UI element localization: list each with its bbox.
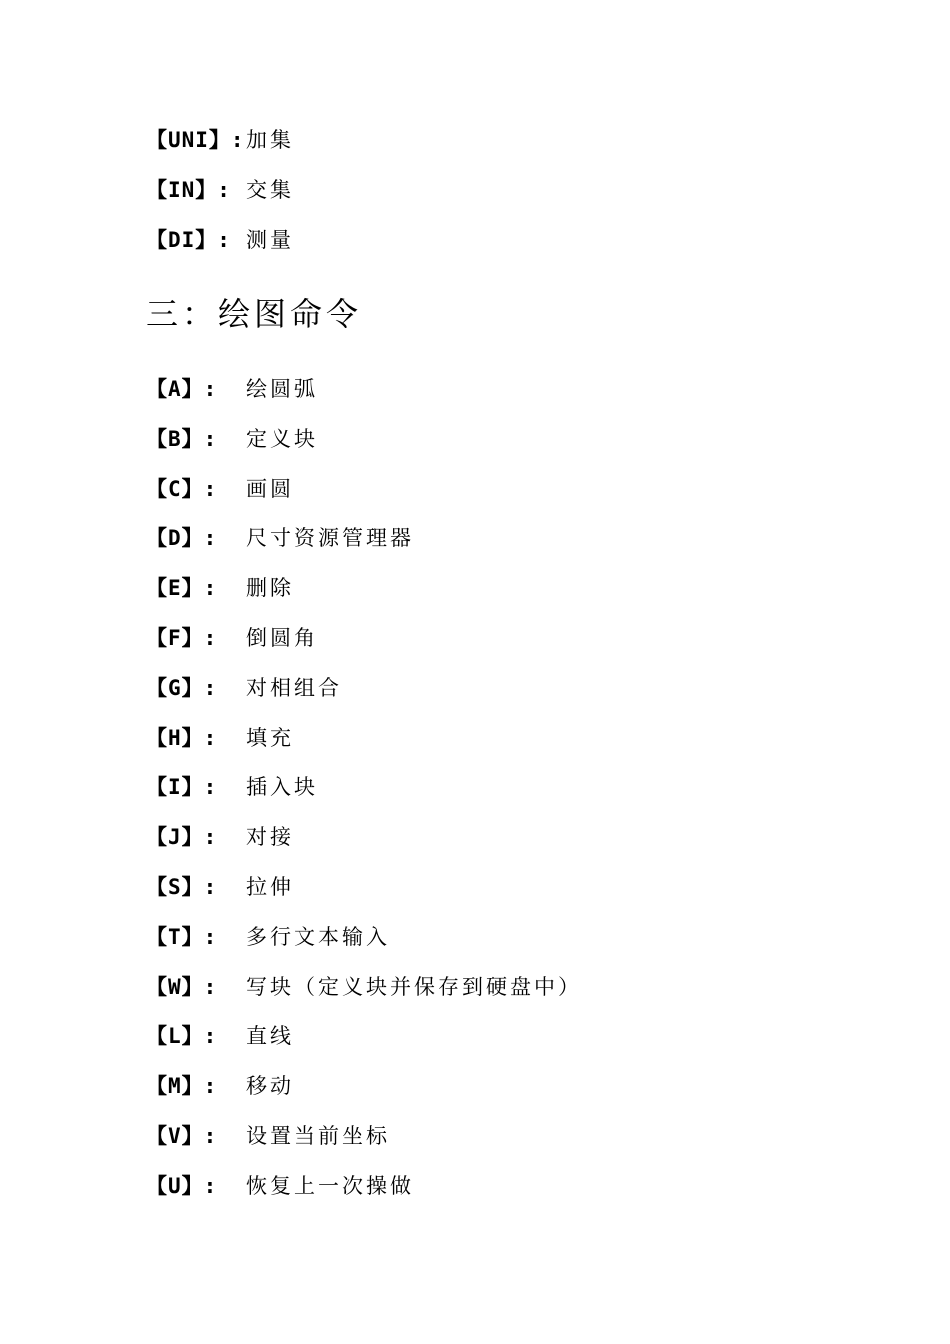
command-description: 对接 [246,825,294,850]
list-item [146,419,582,469]
command-description: 删除 [246,576,294,601]
list-item [146,1066,582,1116]
command-key: 【B】: [146,426,218,451]
command-description: 绘圆弧 [246,377,318,401]
command-key: 【IN】: [146,177,231,202]
command-description: 多行文本输入 [246,924,390,949]
command-key: 【I】: [146,775,218,800]
command-list-draw [146,369,582,1216]
command-description: 交集 [246,177,294,202]
command-description: 插入块 [246,775,318,800]
command-key: 【V】: [146,1123,218,1148]
command-description: 加集 [246,128,294,152]
command-key: 【J】: [146,825,218,850]
list-item [146,1166,582,1216]
command-key: 【L】: [146,1024,218,1049]
list-item [146,469,582,519]
list-item [146,718,582,768]
section-heading: 三：绘图命令 [146,295,363,333]
list-item [146,668,582,718]
command-list-top [146,120,294,269]
command-key: 【G】: [146,675,218,700]
command-key: 【S】: [146,874,218,899]
list-item [146,967,582,1017]
command-description: 写块（定义块并保存到硬盘中） [246,974,582,999]
command-description: 移动 [246,1074,294,1099]
command-key: 【E】: [146,576,218,601]
command-description: 恢复上一次操做 [246,1173,414,1198]
command-description: 对相组合 [246,675,342,700]
list-item [146,170,294,220]
command-key: 【F】: [146,625,218,650]
list-item [146,767,582,817]
list-item [146,518,582,568]
command-key: 【A】: [146,377,218,401]
command-key: 【H】: [146,725,218,750]
list-item [146,917,582,967]
command-key: 【U】: [146,1173,218,1198]
command-key: 【M】: [146,1074,218,1099]
command-description: 拉伸 [246,874,294,899]
command-key: 【T】: [146,924,218,949]
command-key: 【C】: [146,476,218,501]
command-key: 【D】: [146,526,218,551]
command-description: 测量 [246,227,294,252]
list-item [146,369,582,419]
command-description: 填充 [246,725,294,750]
command-key: 【W】: [146,974,218,999]
list-item [146,618,582,668]
list-item [146,120,294,170]
list-item [146,817,582,867]
list-item [146,220,294,270]
command-description: 直线 [246,1024,294,1049]
command-description: 画圆 [246,476,294,501]
command-key: 【DI】: [146,227,231,252]
command-key: 【UNI】: [146,128,245,152]
command-description: 设置当前坐标 [246,1123,390,1148]
list-item [146,568,582,618]
list-item [146,1016,582,1066]
list-item [146,867,582,917]
command-description: 倒圆角 [246,625,318,650]
command-description: 定义块 [246,426,318,451]
command-description: 尺寸资源管理器 [246,526,414,551]
list-item [146,1116,582,1166]
